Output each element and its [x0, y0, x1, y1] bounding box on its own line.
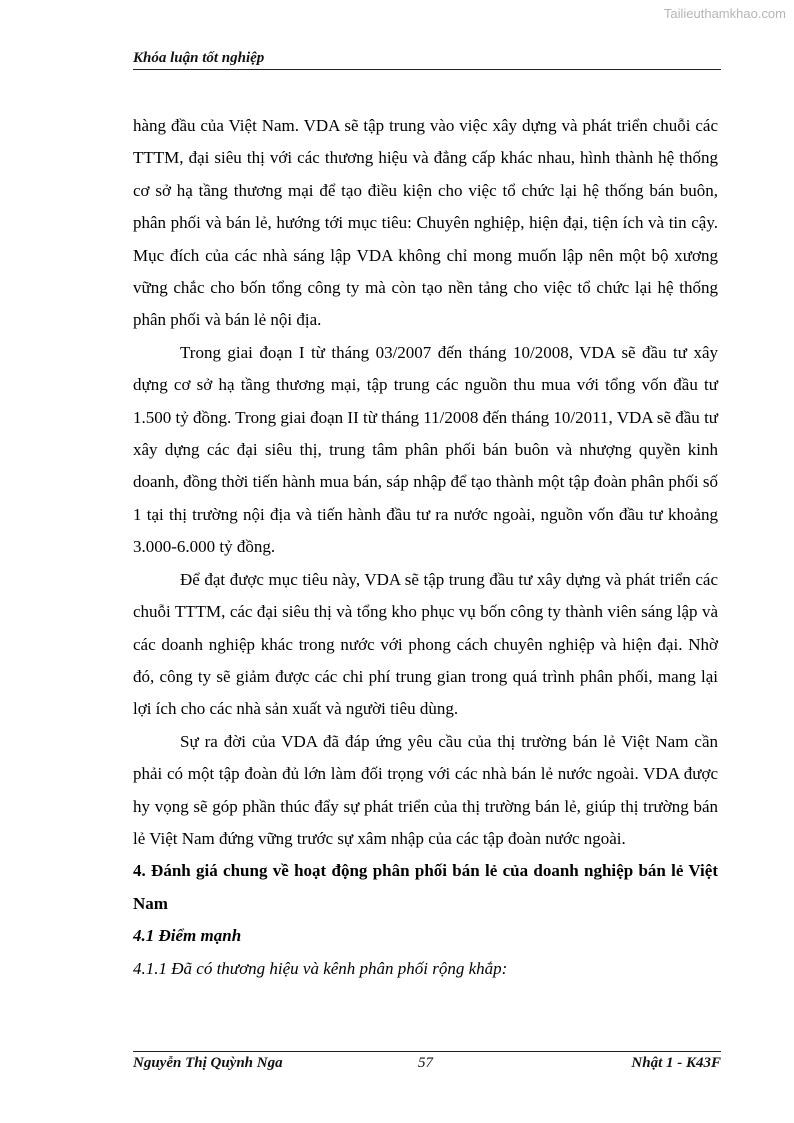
subsubsection-heading: 4.1.1 Đã có thương hiệu và kênh phân phối rộng khắp:	[133, 958, 508, 978]
subsection-heading: 4.1 Điểm mạnh	[133, 926, 242, 946]
paragraph: Sự ra đời của VDA đã đáp ứng yêu cầu của thị trường bán lẻ Việt Nam cần phải có một tập đoàn đủ lớn làm đối trọng với các nhà bán lẻ nước ngoài. VDA được hy vọng sẽ góp phần thúc đẩy sự phát triển của thị trường bán lẻ, giúp thị trường bán lẻ Việt Nam đứng vững trước sự xâm nhập của các tập đoàn nước ngoài.	[133, 731, 718, 848]
page-header-title: Khóa luận tốt nghiệp	[133, 50, 265, 66]
document-body	[133, 110, 718, 985]
section-heading: 4. Đánh giá chung về hoạt động phân phối bán lẻ của doanh nghiệp bán lẻ Việt Nam	[133, 861, 718, 913]
paragraph: Trong giai đoạn I từ tháng 03/2007 đến tháng 10/2008, VDA sẽ đầu tư xây dựng cơ sở hạ tầng thương mại, tập trung các nguồn thu mua với tổng vốn đầu tư 1.500 tỷ đồng. Trong giai đoạn II từ tháng 11/2008 đến tháng 10/2011, VDA sẽ đầu tư xây dựng các đại siêu thị, trung tâm phân phối bán buôn và nhượng quyền kinh doanh, đồng thời tiến hành mua bán, sáp nhập để tạo thành một tập đoàn phân phối số 1 tại thị trường nội địa và tiến hành đầu tư ra nước ngoài, nguồn vốn đầu tư khoảng 3.000-6.000 tỷ đồng.	[133, 342, 718, 557]
paragraph-continued: hàng đầu của Việt Nam. VDA sẽ tập trung vào việc xây dựng và phát triển chuỗi các TTTM, đại siêu thị với các thương hiệu và đẳng cấp khác nhau, hình thành hệ thống cơ sở hạ tầng thương mại để tạo điều kiện cho việc tổ chức lại hệ thống bán buôn, phân phối và bán lẻ, hướng tới mục tiêu: Chuyên nghiệp, hiện đại, tiện ích và tin cậy. Mục đích của các nhà sáng lập VDA không chỉ mong muốn lập nên một bộ xương vững chắc cho bốn tổng công ty mà còn tạo nền tảng cho việc tổ chức lại hệ thống phân phối và bán lẻ nội địa.	[133, 116, 718, 330]
footer-divider	[133, 1051, 721, 1052]
header-divider	[133, 69, 721, 70]
footer-class: Nhật 1 - K43F	[631, 1055, 721, 1071]
paragraph: Để đạt được mục tiêu này, VDA sẽ tập trung đầu tư xây dựng và phát triển các chuỗi TTTM, các đại siêu thị và tổng kho phục vụ bốn công ty thành viên sáng lập và các doanh nghiệp khác trong nước với phong cách chuyên nghiệp và hiện đại. Nhờ đó, công ty sẽ giảm được các chi phí trung gian trong quá trình phân phối, mang lại lợi ích cho các nhà sản xuất và người tiêu dùng.	[133, 569, 718, 719]
page-footer	[133, 1055, 721, 1075]
footer-author: Nguyễn Thị Quỳnh Nga	[133, 1055, 283, 1071]
watermark: Tailieuthamkhao.com	[663, 6, 786, 21]
page-number: 57	[418, 1055, 433, 1071]
